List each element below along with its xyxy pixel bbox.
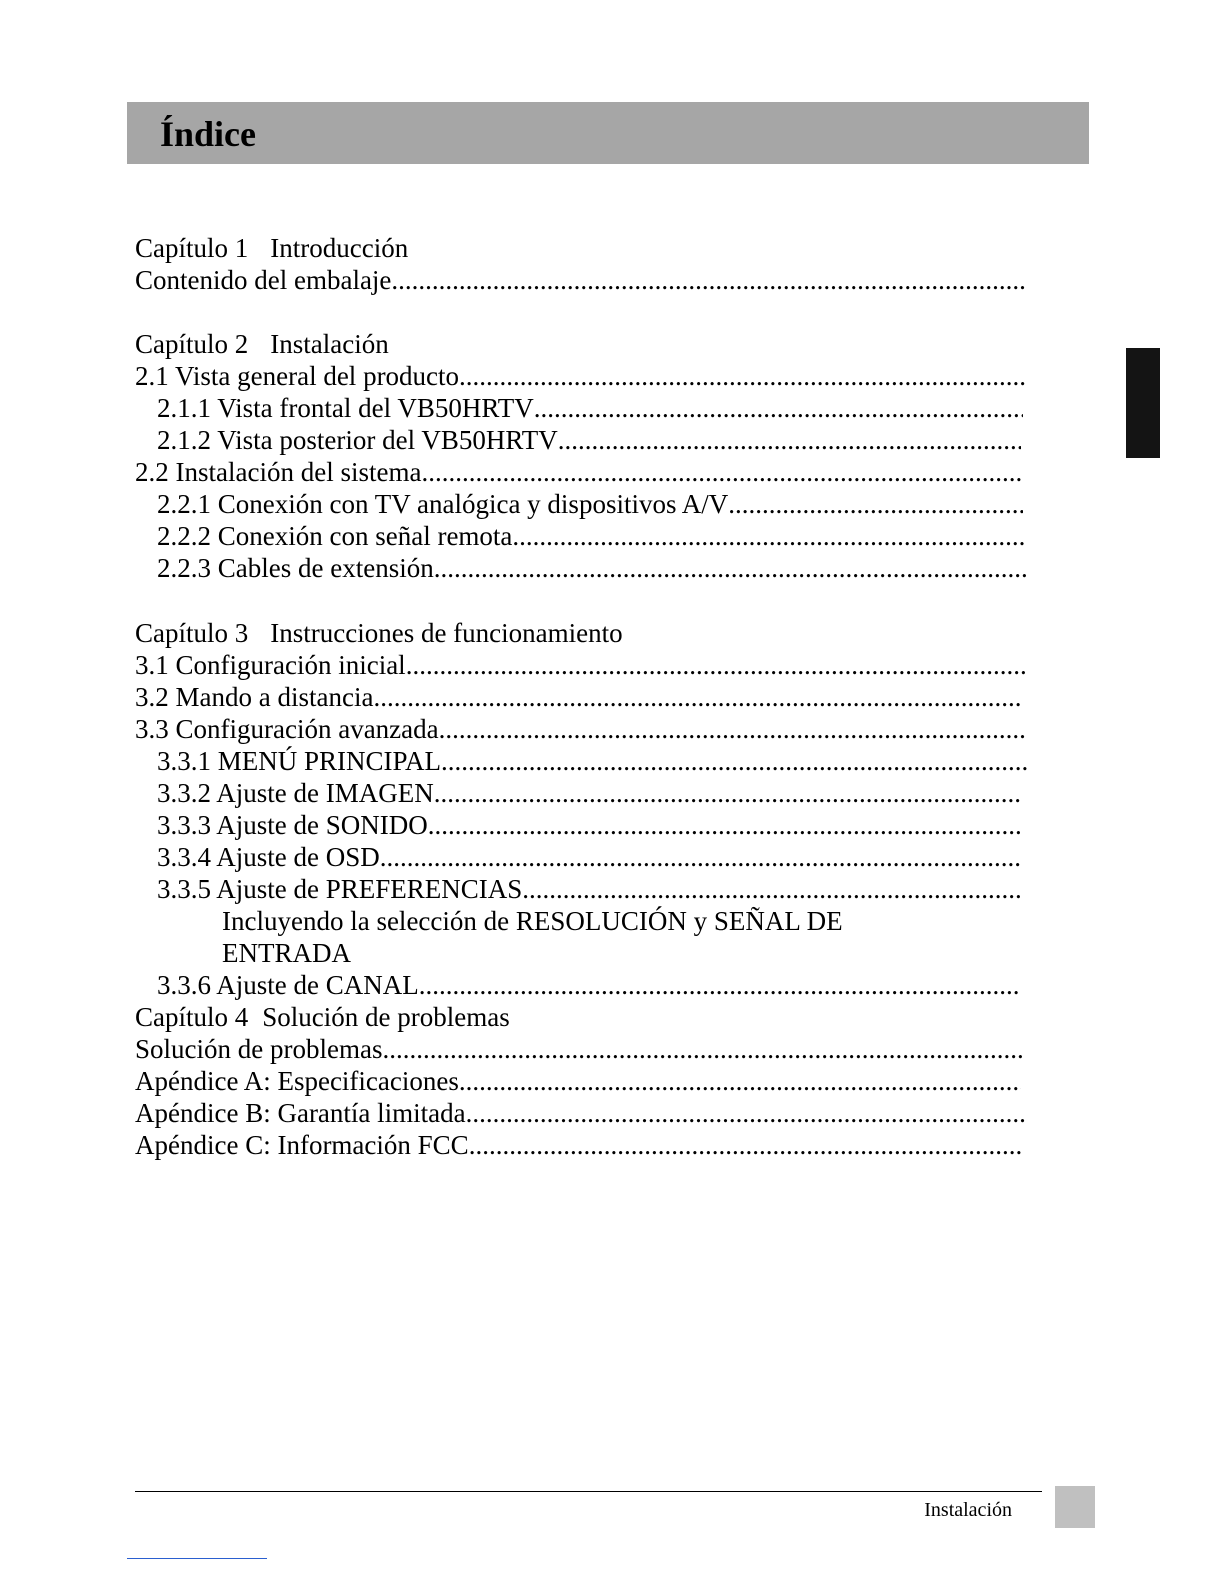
toc-entry-label: Contenido del embalaje bbox=[135, 265, 392, 295]
toc-entry-label: 3.1 Configuración inicial bbox=[135, 650, 406, 680]
toc-entry-2-2-3[interactable] bbox=[157, 552, 1027, 584]
toc-entry-2-1[interactable] bbox=[135, 360, 1027, 392]
dot-leader bbox=[459, 1065, 1021, 1097]
dot-leader bbox=[434, 777, 1021, 809]
dot-leader bbox=[380, 841, 1021, 873]
toc-entry-3-2[interactable] bbox=[135, 681, 1021, 713]
chapter-title: Solución de problemas bbox=[262, 1002, 510, 1032]
toc-entry-label: 3.3.6 Ajuste de CANAL bbox=[157, 970, 419, 1000]
chapter-number: Capítulo 1 bbox=[135, 233, 249, 263]
footer-section-label: Instalación bbox=[924, 1499, 1012, 1521]
toc-entry-apendice-a[interactable] bbox=[135, 1065, 1021, 1097]
toc-entry-3-3[interactable] bbox=[135, 713, 1027, 745]
toc-entry-label: Apéndice A: Especificaciones bbox=[135, 1066, 459, 1096]
page-number-box bbox=[1055, 1486, 1095, 1528]
dot-leader bbox=[439, 713, 1027, 745]
toc-note-line-2: ENTRADA bbox=[222, 938, 351, 968]
dot-leader bbox=[512, 520, 1025, 552]
dot-leader bbox=[534, 392, 1023, 424]
toc-entry-3-3-2[interactable] bbox=[157, 777, 1021, 809]
toc-entry-2-1-2[interactable] bbox=[157, 424, 1021, 456]
dot-leader bbox=[406, 649, 1027, 681]
toc-entry-3-3-1[interactable] bbox=[157, 745, 1027, 777]
dot-leader bbox=[373, 681, 1021, 713]
toc-entry-apendice-c[interactable] bbox=[135, 1129, 1023, 1161]
dot-leader bbox=[728, 488, 1023, 520]
dot-leader bbox=[558, 424, 1021, 456]
dot-leader bbox=[441, 745, 1027, 777]
page-title: Índice bbox=[160, 114, 257, 154]
dot-leader bbox=[428, 809, 1021, 841]
dot-leader bbox=[469, 1129, 1023, 1161]
toc-entry-label: Solución de problemas bbox=[135, 1034, 383, 1064]
toc-entry-3-3-3[interactable] bbox=[157, 809, 1021, 841]
dot-leader bbox=[419, 969, 1019, 1001]
dot-leader bbox=[391, 264, 1027, 296]
chapter-title: Introducción bbox=[270, 233, 409, 263]
toc-entry-label: 3.3.3 Ajuste de SONIDO bbox=[157, 810, 428, 840]
link-underline bbox=[127, 1558, 267, 1559]
chapter-1-heading bbox=[135, 232, 408, 264]
dot-leader bbox=[421, 456, 1023, 488]
chapter-side-tab bbox=[1126, 348, 1160, 458]
dot-leader bbox=[466, 1097, 1025, 1129]
toc-entry-label: 2.2 Instalación del sistema bbox=[135, 457, 422, 487]
dot-leader bbox=[382, 1033, 1023, 1065]
toc-entry-label: 2.1.2 Vista posterior del VB50HRTV bbox=[157, 425, 558, 455]
chapter-4-heading bbox=[135, 1001, 510, 1033]
toc-entry-label: Apéndice B: Garantía limitada bbox=[135, 1098, 466, 1128]
toc-entry-3-3-4[interactable] bbox=[157, 841, 1021, 873]
toc-entry-label: 3.3 Configuración avanzada bbox=[135, 714, 439, 744]
toc-entry-label: 3.2 Mando a distancia bbox=[135, 682, 374, 712]
chapter-title: Instrucciones de funcionamiento bbox=[270, 618, 623, 648]
chapter-title: Instalación bbox=[270, 329, 389, 359]
toc-entry-3-3-5[interactable] bbox=[157, 873, 1021, 905]
toc-note-line-1: Incluyendo la selección de RESOLUCIÓN y SEÑAL DE bbox=[222, 906, 843, 936]
toc-entry-solucion[interactable] bbox=[135, 1033, 1023, 1065]
chapter-2-heading bbox=[135, 328, 389, 360]
chapter-number: Capítulo 4 bbox=[135, 1002, 249, 1032]
dot-leader bbox=[434, 552, 1027, 584]
toc-entry-3-1[interactable] bbox=[135, 649, 1027, 681]
toc-entry-label: 2.2.3 Cables de extensión bbox=[157, 553, 434, 583]
toc-entry-2-1-1[interactable] bbox=[157, 392, 1023, 424]
dot-leader bbox=[459, 360, 1027, 392]
dot-leader bbox=[522, 873, 1021, 905]
toc-entry-label: 2.2.1 Conexión con TV analógica y dispositivos A/V bbox=[157, 489, 729, 519]
toc-entry-3-3-6[interactable] bbox=[157, 969, 1019, 1001]
toc-entry-label: 3.3.1 MENÚ PRINCIPAL bbox=[157, 746, 442, 776]
toc-entry-label: 2.1.1 Vista frontal del VB50HRTV bbox=[157, 393, 534, 423]
chapter-3-heading bbox=[135, 617, 623, 649]
title-bar bbox=[127, 102, 1089, 164]
toc-entry-label: 2.2.2 Conexión con señal remota bbox=[157, 521, 513, 551]
toc-entry-label: 3.3.5 Ajuste de PREFERENCIAS bbox=[157, 874, 523, 904]
toc-entry-2-2-1[interactable] bbox=[157, 488, 1023, 520]
toc-entry-label: 3.3.2 Ajuste de IMAGEN bbox=[157, 778, 434, 808]
toc-entry-label: 3.3.4 Ajuste de OSD bbox=[157, 842, 380, 872]
footer-rule bbox=[135, 1491, 1042, 1492]
chapter-number: Capítulo 3 bbox=[135, 618, 249, 648]
toc-entry-label: 2.1 Vista general del producto bbox=[135, 361, 460, 391]
toc-entry-contenido[interactable] bbox=[135, 264, 1027, 296]
chapter-number: Capítulo 2 bbox=[135, 329, 249, 359]
toc-entry-2-2-2[interactable] bbox=[157, 520, 1025, 552]
toc-entry-apendice-b[interactable] bbox=[135, 1097, 1025, 1129]
toc-entry-2-2[interactable] bbox=[135, 456, 1023, 488]
toc-entry-label: Apéndice C: Información FCC bbox=[135, 1130, 469, 1160]
